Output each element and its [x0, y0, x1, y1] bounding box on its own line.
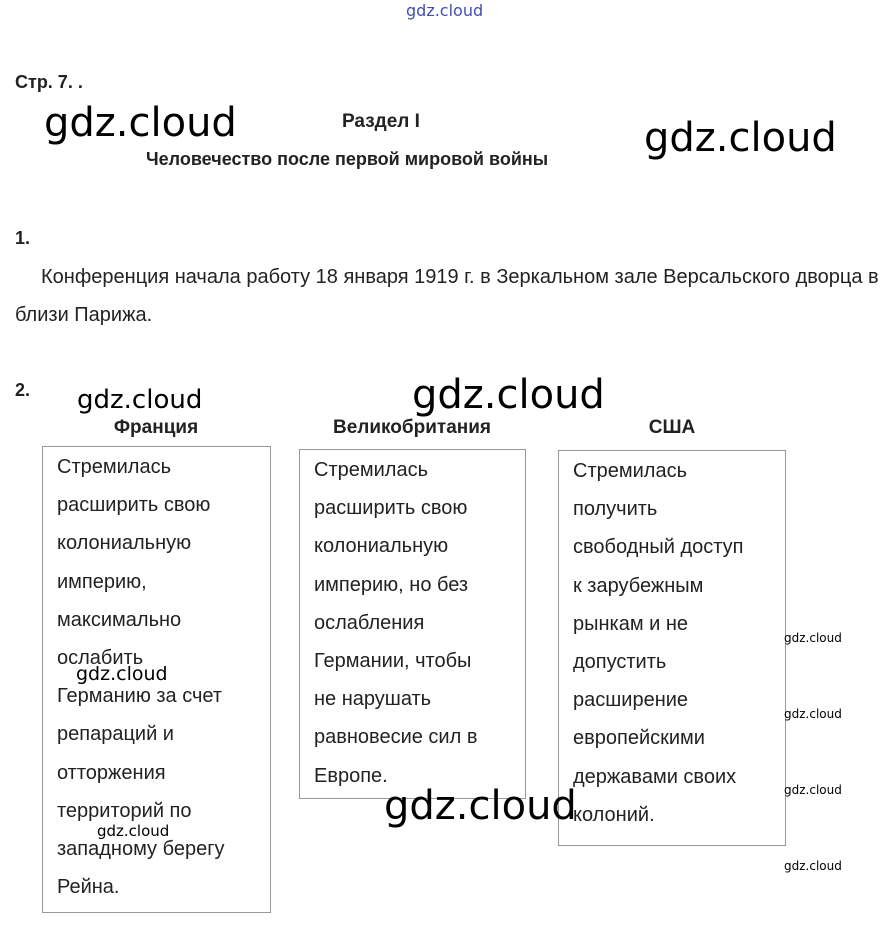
answer-line: свободный доступ: [573, 536, 744, 559]
answer-line: не нарушать: [314, 688, 432, 711]
chapter-title: Человечество после первой мировой войны: [146, 149, 549, 169]
answer-line: ослабления: [314, 611, 425, 634]
watermark: gdz.cloud: [97, 822, 170, 840]
answer-line: колониальную: [57, 532, 192, 555]
answer-line: колониальную: [314, 535, 449, 558]
answer-line: Германии, чтобы: [314, 650, 472, 673]
answer-line: Стремилась: [573, 460, 687, 482]
answer-line: равновесие сил в: [314, 726, 478, 749]
answer-line: территорий по: [57, 799, 192, 822]
answer-line: расширить свою: [57, 494, 211, 517]
task-1-answer: [15, 258, 881, 334]
watermark: gdz.cloud: [384, 783, 577, 829]
answer-line: максимально: [57, 608, 182, 631]
task-1-text: Конференция начала работу 18 января 1919 г. в Зеркальном зале Версальского дворца в близи Парижа.: [15, 266, 879, 326]
watermark: gdz.cloud: [412, 372, 605, 418]
section-title: Раздел I: [342, 111, 420, 132]
answer-line: Рейна.: [57, 876, 120, 899]
watermark: gdz.cloud: [77, 385, 203, 415]
answer-line: ослабить: [57, 647, 144, 670]
watermark: gdz.cloud: [76, 663, 168, 685]
page-number: Стр. 7. .: [15, 72, 83, 92]
answer-line: Стремилась: [314, 459, 428, 481]
answer-line: западному берегу: [57, 838, 225, 861]
answer-box-uk: [299, 449, 526, 799]
answer-line: расширение: [573, 689, 689, 712]
answer-line: расширить свою: [314, 497, 468, 520]
answer-line: державами своих: [573, 765, 737, 788]
answer-line: Европе.: [314, 764, 388, 787]
watermark: gdz.cloud: [784, 783, 842, 797]
answer-box-usa: [558, 450, 786, 846]
answer-line: рынкам и не: [573, 612, 689, 635]
watermark: gdz.cloud: [784, 859, 842, 873]
column-heading-france: Франция: [113, 417, 199, 438]
watermark: gdz.cloud: [644, 115, 837, 161]
watermark: gdz.cloud: [406, 1, 484, 20]
task-1-number: 1.: [15, 228, 31, 248]
watermark: gdz.cloud: [44, 100, 237, 146]
answer-line: европейскими: [573, 727, 705, 750]
answer-line: Стремилась: [57, 456, 171, 478]
answer-line: к зарубежным: [573, 574, 704, 597]
answer-line: империю,: [57, 570, 147, 593]
answer-line: колоний.: [573, 803, 655, 826]
column-heading-uk: Великобритания: [332, 417, 492, 438]
answer-line: империю, но без: [314, 573, 469, 596]
task-2-number: 2.: [15, 380, 31, 400]
answer-line: получить: [573, 498, 658, 521]
column-heading-usa: США: [648, 417, 696, 438]
answer-line: допустить: [573, 651, 667, 674]
answer-line: Германию за счет: [57, 685, 223, 708]
answer-line: репараций и: [57, 723, 174, 746]
watermark: gdz.cloud: [784, 707, 842, 721]
watermark: gdz.cloud: [784, 631, 842, 645]
answer-line: отторжения: [57, 761, 166, 784]
